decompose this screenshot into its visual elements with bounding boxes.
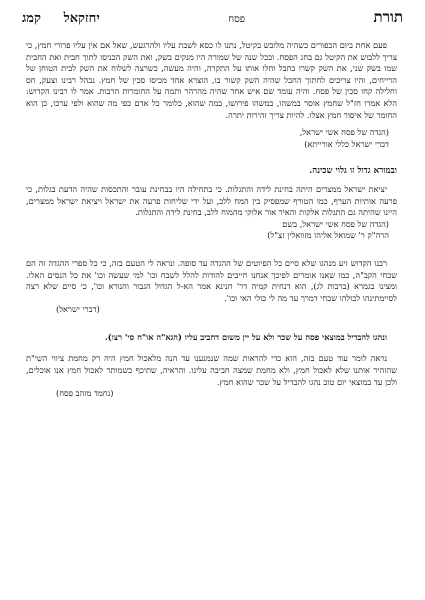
source-citation: (הגדה של פסח אשי ישראל, בשם [282, 218, 389, 229]
header-book-title: תורת [373, 8, 403, 26]
source-citation: (דברי ישראל) [56, 304, 100, 315]
source-citation: (הגדה של פסח אשי ישראל, [299, 127, 389, 138]
paragraph-exodus-birth: יציאת ישראל ממצרים היתה בחינת לידה והתגלות. כי בתחילה היו בבחינת עובר והתכסות שהיה הדעת בגלות, כי פרעה אותיות הערף, כמו הטורף שמפסיק בין המח ללב, ועל ידי שליחות פרעה את ישראל ויציאת ישראל ממצרים, היינו שהיתה גם התגלות אלקות והאיר אור אלוקי מהמוח ללב, בחינת לידה והתגלות. [26, 183, 397, 218]
source-citation: דברי ישראל כללי אורייתא) [304, 138, 389, 149]
source-citation: הרה"ק ר' שמואל אליהו מזוואלין זצ"ל) [267, 230, 389, 241]
header-author-page [22, 10, 100, 26]
page-body [26, 40, 397, 400]
header-author: יחזקאל [63, 11, 100, 26]
paragraph-haggadah-custom: רבנו הקדוש זיע מנהגו שלא סיים כל הפיוטים של ההגדה עד סופה. ונראה לי הטעם בזה, כי כל ספרי ההגדה זה הם שבחי הקב"ה, כמו שאנו אומרים לפיכך אנחנו חייבים להודות להלל לשבח וכו' למי שעשה וכו' את כל הנסים האלו. ומצינו בגמרא (ברכות לג), הוא דנחית קמיה דר' חנינא אמר הא-ל הגדול הגבור והנורא וכו', כי סיים שלא רצה לסיימתינהו לכולהו שבחי דמרך עד מה לי כולי האי וכו'. [26, 257, 397, 303]
paragraph-havdalah-reason: נראה לומר עוד טעם בזה, הוא כדי להראות שמה שנמנענו עד הנה מלאכול חמץ היה רק מחמת ציווי השי"ת שהזהיר אותנו שלא לאכול חמץ, ולא מחמת שמצה חביבה עלינו. והראיה, שתיכף כשמותר לאכול חמץ אנו אוכלים, ולכן עד במוצאי יום טוב נהגו להבדיל על שכר שהוא חמץ. [26, 353, 397, 387]
paragraph-kittel-story: פעם אחת ביום הכפורים כשהיה מלובש בקיטל, נתנו לו כסא לשבת עליו ולהרגעש, שאל אם אין עליו פרורי חמץ, כי צריך ללבוש את הקיטל גם בחג הפסח. ובכל שנה של שמורה היו מנקים בשק, ואת השק הכניסו לתוך חבית ואת החבית שמו בשק שני, את השק קשרו בחבל וחלו אותו על התקרה, והיה מעשה, כשרצה לשלוח את השק לבית הטוחן של הרייחים, והיו צריכים לחתוך החבל שהיה השק קשור בו, הוצרא אחד מכיסו סכין של חמץ. נבהל רבינו וצעק, חס וחלילה קחו סכין של פסח. והיה עומד שם איש אחד שהיה מהרהר ותמה על החומרות הרבות. אמר לו רבינו הקדוש: הלא אמרו חז"ל שחמץ אוסר במשהו, במשהו פירושו, במה שהוא, כלומר כל אדם כפי מה שהוא ולפי ערכו, כן הוא החומר של איסור חמץ אצלו. להיות צריך זהירות יתרה. [26, 40, 397, 120]
section-heading: ובמורא גדול זו גלוי שכינה. [309, 166, 397, 177]
source-citation: (נחמד מזהב פסח) [56, 388, 114, 399]
paragraph-havdalah-custom: ונהגו להבדיל במוצאי פסח על שכר ולא על יין משום דחביב עליו (הגא"ה או"ח סי' רצו). [104, 331, 387, 342]
running-header [22, 8, 403, 30]
header-page-number: קמג [22, 11, 41, 26]
header-section: פסח [228, 14, 246, 25]
